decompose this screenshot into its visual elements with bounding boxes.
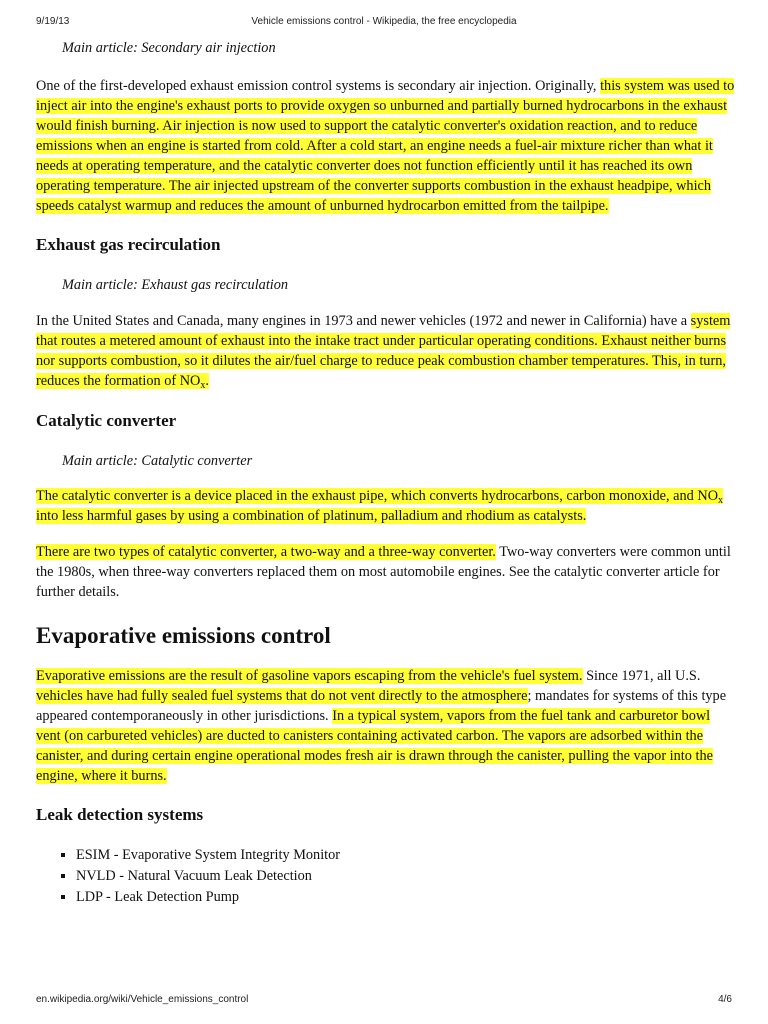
text-run: system that routes a metered amount of exhaust into the intake tract under particular operating conditions. Exhaust neither burns nor supports combustion, so it dilutes the air/fuel charge to reduce peak combustion chamber temperatures. This, in turn, reduces the formation of NO bbox=[36, 313, 731, 389]
print-title: Vehicle emissions control - Wikipedia, the free encyclopedia bbox=[251, 16, 517, 27]
hatnote-egr: Main article: Exhaust gas recirculation bbox=[62, 277, 289, 293]
text-run: . bbox=[205, 373, 209, 389]
heading-leak-detection: Leak detection systems bbox=[36, 805, 204, 824]
highlighted-text bbox=[36, 488, 723, 524]
subscript: x bbox=[200, 380, 206, 391]
list-item: ▪ NVLD - Natural Vacuum Leak Detection bbox=[76, 866, 736, 887]
highlighted-text: In a typical system, vapors from the fuel tank and carburetor bowl vent (on carbureted vehicles) are ducted to canisters containing activated carbon. The vapors are adsorbed within the canister, and during certain engine operational modes fresh air is drawn through the canister, pulling the vapor into the engine, where it burns. bbox=[36, 708, 713, 784]
list-item: ▪ LDP - Leak Detection Pump bbox=[76, 887, 736, 908]
paragraph-catalytic-2 bbox=[36, 542, 736, 602]
article-body bbox=[36, 38, 736, 908]
paragraph-egr bbox=[36, 311, 736, 391]
text-run: The catalytic converter is a device placed in the exhaust pipe, which converts hydrocarbons, carbon monoxide, and NO bbox=[36, 488, 719, 504]
page-number: 4/6 bbox=[718, 994, 732, 1005]
heading-evaporative: Evaporative emissions control bbox=[36, 623, 331, 648]
hatnote-catalytic: Main article: Catalytic converter bbox=[62, 453, 253, 469]
paragraph-secondary-air bbox=[36, 76, 736, 216]
paragraph-evaporative bbox=[36, 666, 736, 786]
paragraph-catalytic-1 bbox=[36, 486, 736, 526]
hatnote-secondary-air: Main article: Secondary air injection bbox=[62, 40, 276, 56]
heading-egr: Exhaust gas recirculation bbox=[36, 235, 221, 254]
text-run: into less harmful gases by using a combination of platinum, palladium and rhodium as catalysts. bbox=[36, 508, 587, 524]
list-item: ▪ ESIM - Evaporative System Integrity Monitor bbox=[76, 845, 736, 866]
highlighted-text: vehicles have had fully sealed fuel systems that do not vent directly to the atmosphere bbox=[36, 688, 528, 704]
heading-catalytic: Catalytic converter bbox=[36, 411, 177, 430]
print-url: en.wikipedia.org/wiki/Vehicle_emissions_control bbox=[36, 994, 249, 1005]
print-date: 9/19/13 bbox=[36, 16, 70, 27]
leak-detection-list bbox=[36, 845, 736, 908]
subscript: x bbox=[718, 495, 724, 506]
text-run: In the United States and Canada, many engines in 1973 and newer vehicles (1972 and newer in California) have a bbox=[36, 313, 691, 329]
highlighted-text: There are two types of catalytic converter, a two-way and a three-way converter. bbox=[36, 544, 496, 560]
highlighted-text: this system was used to inject air into the engine's exhaust ports to provide oxygen so unburned and partially burned hydrocarbons in the exhaust would finish burning. Air injection is now used to support the catalytic converter's oxidation reaction, and to reduce emissions when an engine is started from cold. After a cold start, an engine needs a fuel-air mixture richer than what it needs at operating temperature, and the catalytic converter does not function efficiently until it has reached its own operating temperature. The air injected upstream of the converter supports combustion in the exhaust headpipe, which speeds catalyst warmup and reduces the amount of unburned hydrocarbon emitted from the tailpipe. bbox=[36, 78, 735, 214]
print-footer bbox=[36, 994, 732, 1008]
text-run: ; mandates for systems of this type appeared contemporaneously in other jurisdictions. bbox=[36, 688, 727, 724]
print-header bbox=[36, 16, 732, 30]
text-run: Two-way converters were common until the 1980s, when three-way converters replaced them on most automobile engines. See the catalytic converter article for further details. bbox=[36, 544, 731, 600]
text-run: Since 1971, all U.S. bbox=[582, 668, 701, 684]
highlighted-text: Evaporative emissions are the result of gasoline vapors escaping from the vehicle's fuel system. bbox=[36, 668, 583, 684]
text-run: One of the first-developed exhaust emission control systems is secondary air injection. Originally, bbox=[36, 78, 601, 94]
